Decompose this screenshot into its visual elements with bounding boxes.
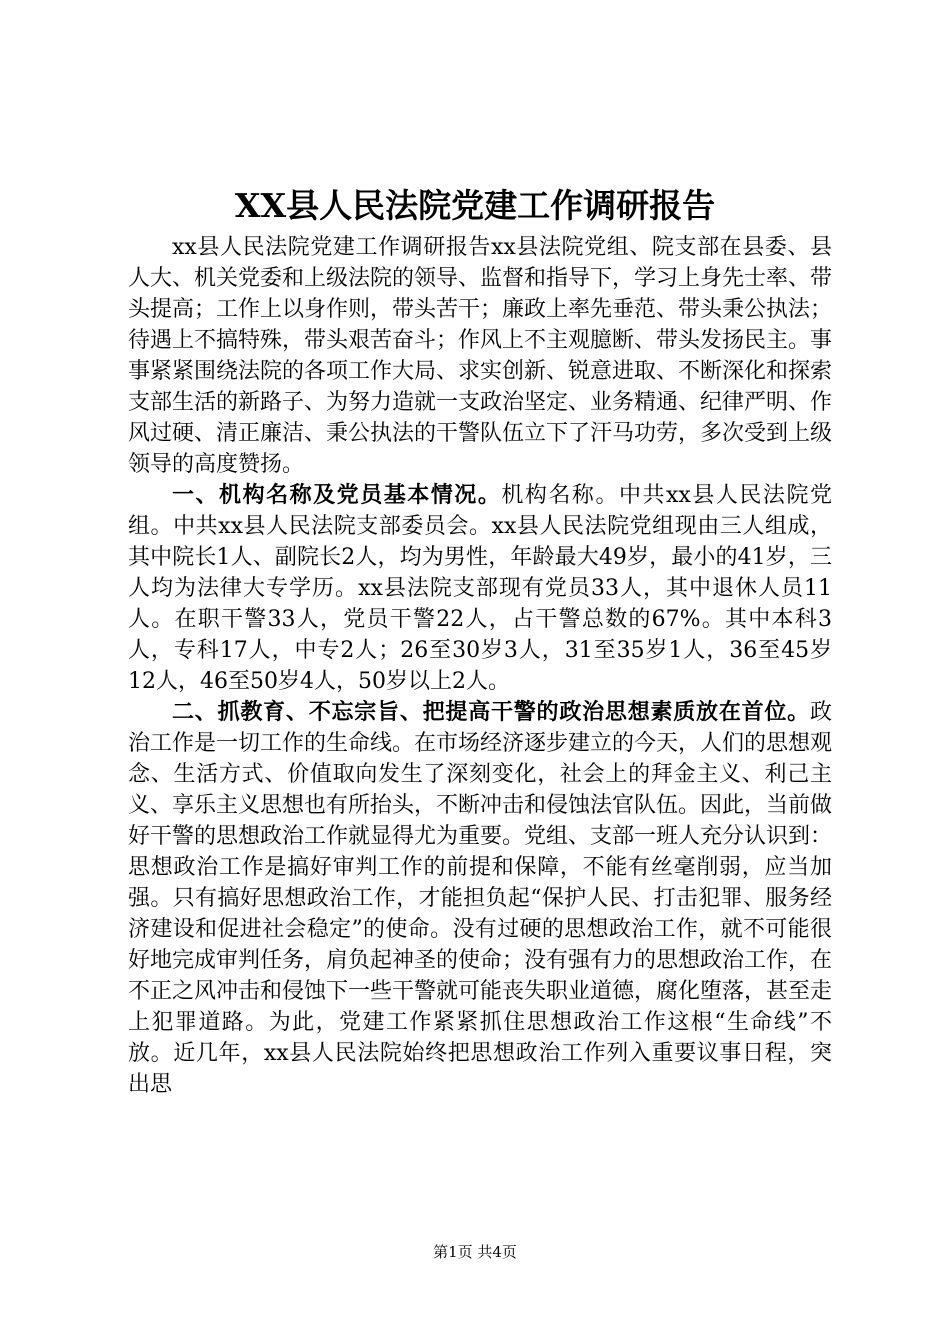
paragraph-section-1 (128, 480, 832, 697)
paragraph-intro (128, 232, 832, 480)
paragraph-text: 机构名称。中共xx县人民法院党组。中共xx县人民法院支部委员会。xx县人民法院党组现由三人组成，其中院长1人、副院长2人，均为男性，年龄最大49岁，最小的41岁，三人均为法律大专学历。xx县法院支部现有党员33人，其中退休人员11人。在职干警33人，党员干警22人，占干警总数的67%。其中本科3人，专科17人，中专2人；26至30岁3人，31至35岁1人，36至45岁12人，46至50岁4人，50岁以上2人。 (128, 483, 832, 694)
section-heading: 二、抓教育、不忘宗旨、把提高干警的政治思想素质放在首位。 (172, 699, 810, 725)
document-title: XX县人民法院党建工作调研报告 (234, 186, 716, 225)
paragraph-text: xx县人民法院党建工作调研报告xx县法院党组、院支部在县委、县人大、机关党委和上级法院的领导、监督和指导下，学习上身先士率、带头提高；工作上以身作则，带头苦干；廉政上率先垂范、带头秉公执法；待遇上不搞特殊，带头艰苦奋斗；作风上不主观臆断、带头发扬民主。事事紧紧围绕法院的各项工作大局、求实创新、锐意进取、不断深化和探索支部生活的新路子、为努力造就一支政治坚定、业务精通、纪律严明、作风过硬、清正廉洁、秉公执法的干警队伍立下了汗马功劳，多次受到上级领导的高度赞扬。 (128, 235, 833, 477)
document-body (128, 232, 832, 1100)
page-footer: 第1页 共4页 (433, 1243, 517, 1261)
paragraph-section-2 (128, 697, 832, 1100)
paragraph-text: 政治工作是一切工作的生命线。在市场经济逐步建立的今天，人们的思想观念、生活方式、价值取向发生了深刻变化，社会上的拜金主义、利己主义、享乐主义思想也有所抬头，不断冲击和侵蚀法官队伍。因此，当前做好干警的思想政治工作就显得尤为重要。党组、支部一班人充分认识到：思想政治工作是搞好审判工作的前提和保障，不能有丝毫削弱，应当加强。只有搞好思想政治工作，才能担负起“保护人民、打击犯罪、服务经济建设和促进社会稳定”的使命。没有过硬的思想政治工作，就不可能很好地完成审判任务，肩负起神圣的使命；没有强有力的思想政治工作，在不正之风冲击和侵蚀下一些干警就可能丧失职业道德，腐化堕落，甚至走上犯罪道路。为此，党建工作紧紧抓住思想政治工作这根“生命线”不放。近几年，xx县人民法院始终把思想政治工作列入重要议事日程，突出思 (128, 700, 833, 1097)
section-heading: 一、机构名称及党员基本情况。 (172, 482, 502, 508)
